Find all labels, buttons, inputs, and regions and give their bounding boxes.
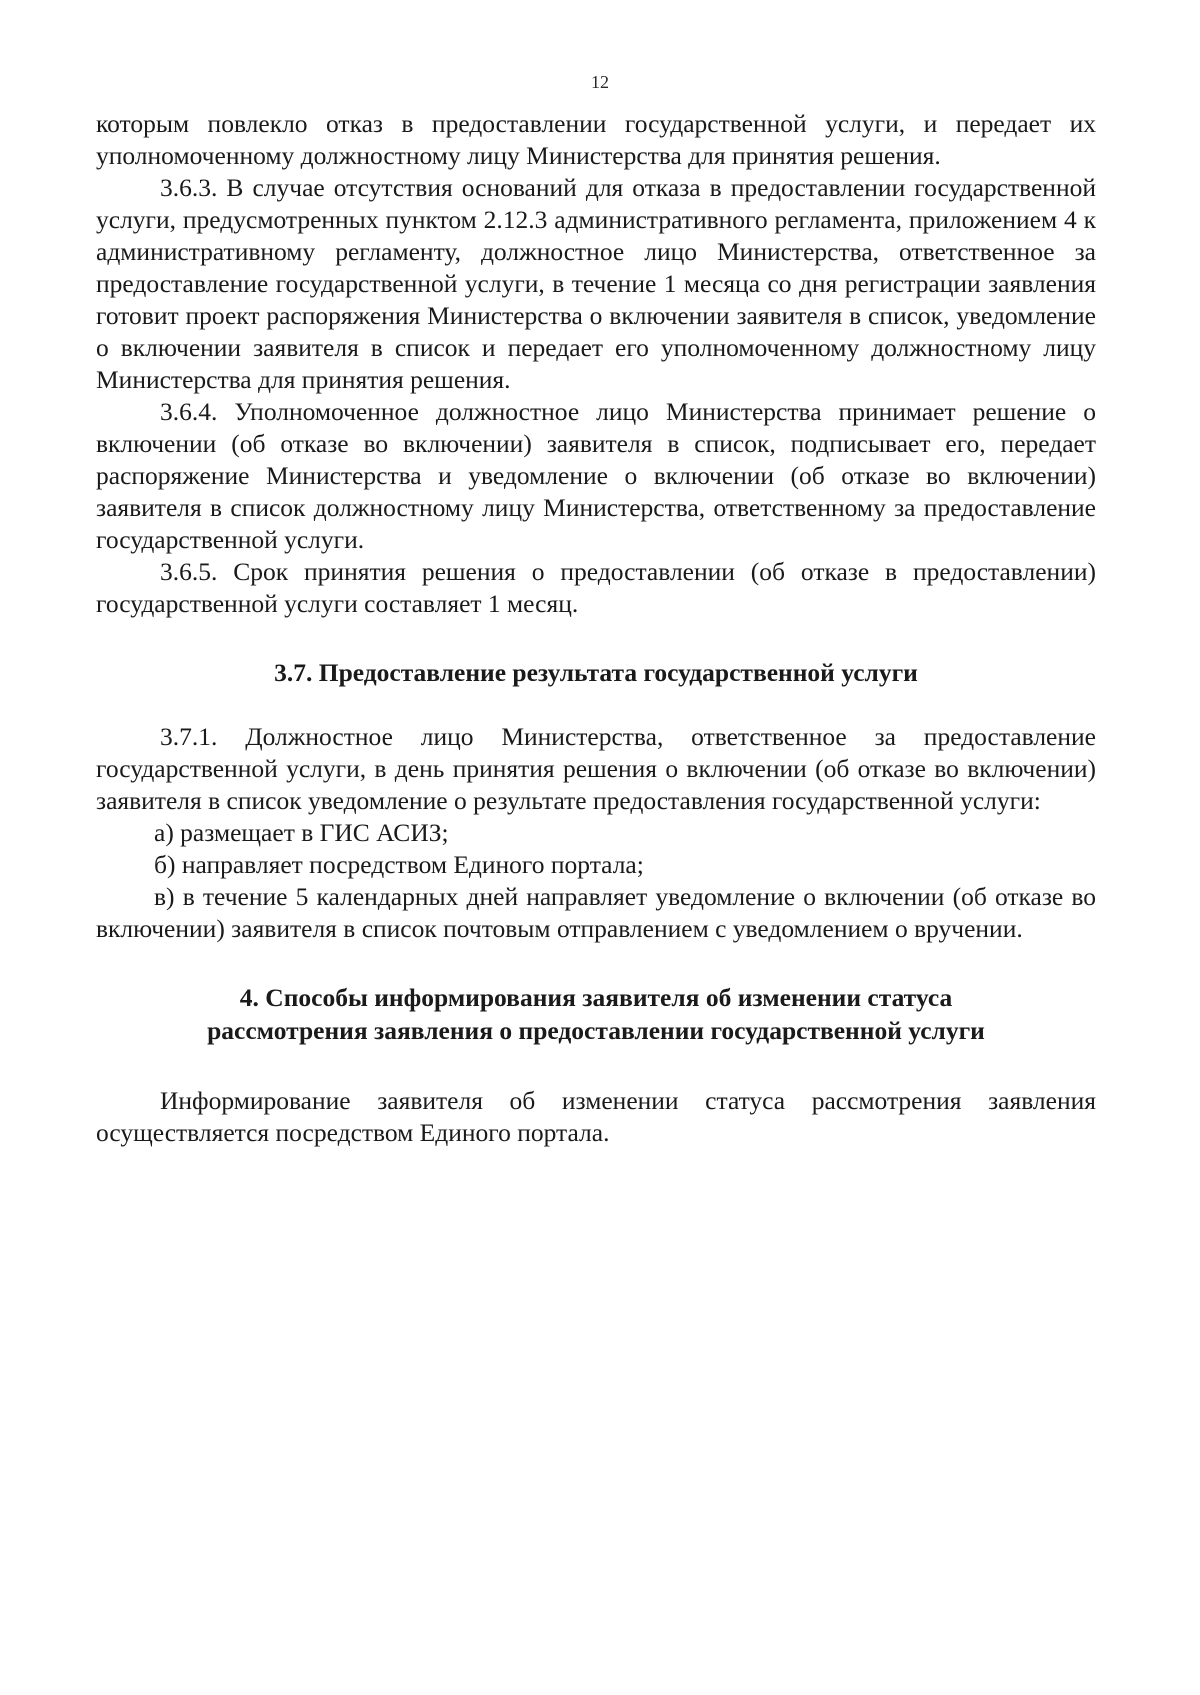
page-number: 12 xyxy=(591,72,609,92)
paragraph-3-7-1: 3.7.1. Должностное лицо Министерства, ответственное за предоставление государственной услуги, в день принятия решения о включении (об отказе во включении) заявителя в список уведомление о результате предоставления государственной услуги: xyxy=(96,722,1096,815)
section-4-heading-line2: рассмотрения заявления о предоставлении государственной услуги xyxy=(207,1016,985,1045)
paragraph-section-4: Информирование заявителя об изменении статуса рассмотрения заявления осуществляется посредством Единого портала. xyxy=(96,1086,1096,1147)
section-4-heading xyxy=(96,981,1096,1047)
list-item-b: б) направляет посредством Единого портала; xyxy=(154,850,644,879)
paragraph-3-6-4: 3.6.4. Уполномоченное должностное лицо Министерства принимает решение о включении (об отказе во включении) заявителя в список, подписывает его, передает распоряжение Министерства и уведомление о включении (об отказе во включении) заявителя в список должностному лицу Министерства, ответственному за предоставление государственной услуги. xyxy=(96,397,1096,554)
section-4-heading-line1: 4. Способы информирования заявителя об изменении статуса xyxy=(239,983,953,1012)
paragraph-3-6-5: 3.6.5. Срок принятия решения о предоставлении (об отказе в предоставлении) государственной услуги составляет 1 месяц. xyxy=(96,557,1096,618)
document-body xyxy=(96,108,1096,1149)
paragraph-3-6-3: 3.6.3. В случае отсутствия оснований для отказа в предоставлении государственной услуги, предусмотренных пунктом 2.12.3 административного регламента, приложением 4 к административному регламенту, должностное лицо Министерства, ответственное за предоставление государственной услуги, в течение 1 месяца со дня регистрации заявления готовит проект распоряжения Министерства о включении заявителя в список, уведомление о включении заявителя в список и передает его уполномоченному должностному лицу Министерства для принятия решения. xyxy=(96,173,1096,394)
section-3-7-heading: 3.7. Предоставление результата государственной услуги xyxy=(274,658,918,687)
list-item-v: в) в течение 5 календарных дней направляет уведомление о включении (об отказе во включении) заявителя в список почтовым отправлением с уведомлением о вручении. xyxy=(96,882,1096,943)
paragraph-continuation: которым повлекло отказ в предоставлении государственной услуги, и передает их уполномоченному должностному лицу Министерства для принятия решения. xyxy=(96,109,1096,170)
list-item-a: а) размещает в ГИС АСИЗ; xyxy=(154,818,449,847)
